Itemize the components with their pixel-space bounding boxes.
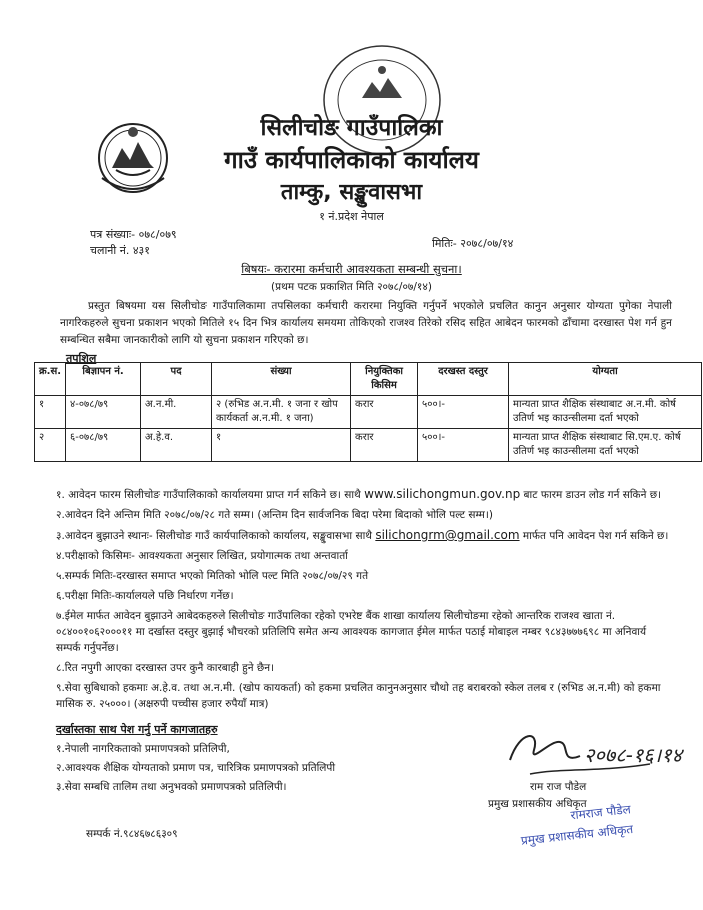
note-7: ७.ईमेल मार्फत आवेदन बुझाउने आबेदकहरुले सिलीचोङ गाउँपालिका रहेको एभरेष्ट बैंक शाखा कार्यालय सिलीचोङमा रहेको आन्तरिक राजश्व खाता नं. ०८४००१०६२०००११ मा दर्खास्त दस्तुर बुझाई भौचरको प्रतिलिपि समेत अन्य आवश्यक कागजात ईमेल मार्फत पठाई मोबाइल नम्बर ९८४३७७७६९८ मा अनिवार्य सम्पर्क गर्नुपर्नेछ।: [56, 610, 647, 654]
signature-handwriting: २०७८-१६।१४: [584, 743, 682, 767]
cell-fee: ५००।-: [418, 396, 509, 429]
note-6: ६.परीक्षा मितिः-कार्यालयले पछि निर्धारण गर्नेछ।: [56, 590, 234, 602]
cell-sn: २: [35, 429, 66, 462]
col-count: संख्या: [212, 363, 351, 396]
notes-list: [56, 486, 672, 716]
documents-list: [56, 740, 335, 797]
note-2: २.आवेदन दिने अन्तिम मिति २०७८/०७/२८ गते सम्म। (अन्तिम दिन सार्वजनिक बिदा परेमा बिदाको भोलि पल्ट सम्म।): [56, 509, 493, 521]
municipality-name: सिलीचोङ गाउँपालिका: [260, 115, 443, 141]
cell-ad-no: ६-०७८/७९: [66, 429, 141, 462]
province-line: १ नं.प्रदेश नेपाल: [319, 210, 384, 223]
note-3: ३.आवेदन बुझाउने स्थानः- सिलीचोङ गाउँ कार्यपालिकाको कार्यालय, सङ्खुवासभा साथै silichongrm@gmail.com मार्फत पनि आवेदन पेश गर्न सकिने छ।: [56, 528, 669, 542]
office-name: गाउँ कार्यपालिकाको कार्यालय: [224, 146, 479, 174]
cell-qualification: मान्यता प्राप्त शैक्षिक संस्थाबाट सि.एम.ए. कोर्ष उतिर्ण भइ काउन्सीलमा दर्ता भएको: [509, 429, 702, 462]
contact-number: सम्पर्क नं.९८४६७८६३०९: [86, 828, 178, 840]
signatory-name: राम राज पौडेल: [530, 781, 587, 793]
note-4: ४.परीक्षाको किसिमः- आवश्यकता अनुसार लिखित, प्रयोगात्मक तथा अन्तवार्ता: [56, 550, 348, 562]
cell-count: २ (रुभिड अ.न.मी. १ जना र खोप कार्यकर्ता अ.न.मी. १ जना): [212, 396, 351, 429]
subject-line: बिषयः- करारमा कर्मचारी आवश्यकता सम्बन्धी सुचना।: [241, 262, 462, 276]
svg-text:रामराज पौडेल: रामराज पौडेल: [569, 802, 632, 823]
official-stamp: [500, 798, 670, 858]
cell-post: अ.हे.व.: [141, 429, 212, 462]
letter-number: पत्र संख्याः- ०७८/०७९: [90, 228, 177, 241]
letter-date: मितिः- २०७८/०७/१४: [432, 237, 514, 250]
signature: [500, 720, 690, 784]
note-8: ८.रित नपुगी आएका दरखास्त उपर कुनै कारबाही हुने छैन।: [56, 662, 275, 674]
col-post: पद: [141, 363, 212, 396]
first-published-date: (प्रथम पटक प्रकाशित मिति २०७८/०७/१४): [271, 281, 432, 293]
municipality-seal: [318, 40, 446, 160]
document-item: १.नेपाली नागरिकताको प्रमाणपत्रको प्रतिलिपी,: [56, 743, 230, 755]
note-9: ९.सेवा सुबिधाको हकमाः अ.हे.व. तथा अ.न.मी. (खोप कायकर्ता) को हकमा प्रचलित कानुनअनुसार चौथो तह बराबरको स्केल तलब र (रुभिड अ.न.मी) को हकमा मासिक रु. २५०००। (अक्षरुपी पच्चीस हजार रुपैयाँ मात्र): [56, 682, 661, 710]
note-5: ५.सम्पर्क मितिः-दरखास्त समाप्त भएको मितिको भोलि पल्ट मिति २०७८/०७/२९ गते: [56, 570, 369, 582]
cell-ad-no: ४-०७८/७९: [66, 396, 141, 429]
website-link[interactable]: www.silichongmun.gov.np: [364, 487, 521, 501]
cell-count: १: [212, 429, 351, 462]
cell-fee: ५००।-: [418, 429, 509, 462]
document-item: २.आवश्यक शैक्षिक योग्यताको प्रमाण पत्र, चारित्रिक प्रमाणपत्रको प्रतिलिपी: [56, 762, 336, 774]
table-title: तपशिल: [66, 352, 97, 365]
table-header-row: [35, 363, 702, 396]
col-sn: क्र.स.: [35, 363, 66, 396]
office-location: ताम्कु, सङ्खुवासभा: [280, 180, 423, 205]
cell-qualification: मान्यता प्राप्त शैक्षिक संस्थाबाट अ.न.मी. कोर्ष उतिर्ण भइ काउन्सीलमा दर्ता भएको: [509, 396, 702, 429]
col-fee: दरखस्त दस्तुर: [418, 363, 509, 396]
cell-appointment-type: करार: [351, 396, 418, 429]
col-qualification: योग्यता: [509, 363, 702, 396]
vacancy-table: [34, 362, 702, 462]
document-item: ३.सेवा सम्बधि तालिम तथा अनुभवको प्रमाणपत्रको प्रतिलिपी।: [56, 781, 287, 793]
documents-title: दर्खास्तका साथ पेश गर्नु पर्ने कागजातहरु: [56, 723, 218, 736]
svg-text:प्रमुख प्रशासकीय अधिकृत: प्रमुख प्रशासकीय अधिकृत: [520, 822, 634, 848]
note-1: १. आवेदन फारम सिलीचोङ गाउँपालिकाको कार्यालयमा प्राप्त गर्न सकिने छ। साथै www.silichongmun.gov.np बाट फारम डाउन लोड गर्न सकिने छ।: [56, 487, 662, 501]
email-link[interactable]: silichongrm@gmail.com: [375, 528, 520, 542]
cell-post: अ.न.मी.: [141, 396, 212, 429]
dispatch-number: चलानी नं. ४३१: [90, 244, 151, 257]
cell-sn: १: [35, 396, 66, 429]
intro-paragraph: प्रस्तुत बिषयमा यस सिलीचोङ गाउँपालिकामा तपसिलका कर्मचारी करारमा नियुक्ति गर्नुपर्ने भएकोले प्रचलित कानुन अनुसार योग्यता पुगेका नेपाली नागरिकहरुले सुचना प्रकाशन भएको मितिले १५ दिन भित्र कार्यालय समयमा तोकिएको राजश्व तिरेको रसिद सहित आबेदन फारमको ढाँचामा दरखास्त पेश गर्न हुन सम्बन्धित सबैमा जानकारीको लागि यो सुचना प्रकाशन गरिएको छ।: [60, 300, 672, 346]
signatory-title: प्रमुख प्रशासकीय अधिकृत: [488, 798, 587, 810]
col-appointment-type: नियुक्तिका किसिम: [351, 363, 418, 396]
col-ad-no: बिज्ञापन नं.: [66, 363, 141, 396]
cell-appointment-type: करार: [351, 429, 418, 462]
table-row: [35, 396, 702, 429]
table-row: [35, 429, 702, 462]
